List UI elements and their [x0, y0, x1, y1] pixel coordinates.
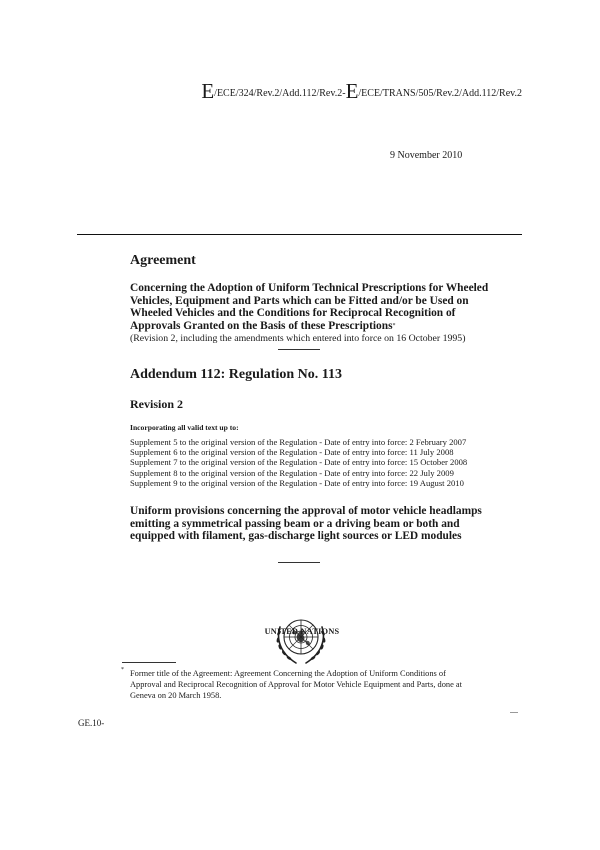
- agreement-subtitle-text: Concerning the Adoption of Uniform Technical Prescriptions for Wheeled Vehicles, Equipment and Parts which can be Fitted and/or be Used on Wheeled Vehicles and the Conditions for Reciprocal Recognition of Approvals Granted on the Basis of these Prescriptions: [130, 282, 489, 332]
- separator-mark: [510, 712, 518, 713]
- separator-rule: [278, 349, 320, 350]
- supplement-item: Supplement 9 to the original version of the Regulation - Date of entry into force: 19 August 2010: [130, 477, 464, 488]
- separator-rule: [278, 562, 320, 563]
- supplement-list: [130, 437, 467, 488]
- addendum-title: Addendum 112: Regulation No. 113: [130, 367, 342, 382]
- document-date: 9 November 2010: [390, 150, 463, 161]
- document-symbol: [201, 81, 522, 102]
- supplement-item: Supplement 6 to the original version of the Regulation - Date of entry into force: 11 July 2008: [130, 447, 454, 458]
- footnote-text: Former title of the Agreement: Agreement Concerning the Adoption of Uniform Conditions of Approval and Reciprocal Recognition of Approval for Motor Vehicle Equipment and Parts, done at Geneva on 20 March 1958.: [130, 669, 462, 700]
- un-emblem-icon: [270, 609, 332, 673]
- symbol-e-1: E: [201, 79, 215, 103]
- revision-note: (Revision 2, including the amendments which entered into force on 16 October 1995): [130, 333, 466, 344]
- agreement-title: Agreement: [130, 253, 196, 268]
- symbol-e-2: E: [345, 79, 359, 103]
- supplement-item: Supplement 7 to the original version of the Regulation - Date of entry into force: 15 October 2008: [130, 457, 468, 468]
- header-rule: [77, 234, 522, 235]
- un-emblem-label: UNITED NATIONS: [264, 627, 340, 636]
- revision-title: Revision 2: [130, 397, 184, 411]
- footnote-marker: *: [121, 667, 124, 673]
- symbol-part-1: /ECE/324/Rev.2/Add.112/Rev.2-: [214, 88, 346, 99]
- regulation-title: Uniform provisions concerning the approval of motor vehicle headlamps emitting a symmetrical passing beam or a driving beam or both and equipped with filament, gas-discharge light sources or LED modules: [130, 505, 482, 543]
- agreement-subtitle: [130, 282, 500, 332]
- symbol-part-2: /ECE/TRANS/505/Rev.2/Add.112/Rev.2: [358, 88, 522, 99]
- supplement-item: Supplement 8 to the original version of the Regulation - Date of entry into force: 22 July 2009: [130, 467, 454, 478]
- supplement-item: Supplement 5 to the original version of the Regulation - Date of entry into force: 2 February 2007: [130, 437, 467, 447]
- footnote-rule: [122, 662, 176, 663]
- footnote-reference[interactable]: *: [392, 322, 396, 329]
- incorporating-label: Incorporating all valid text up to:: [130, 423, 239, 432]
- job-number: GE.10-: [78, 718, 105, 728]
